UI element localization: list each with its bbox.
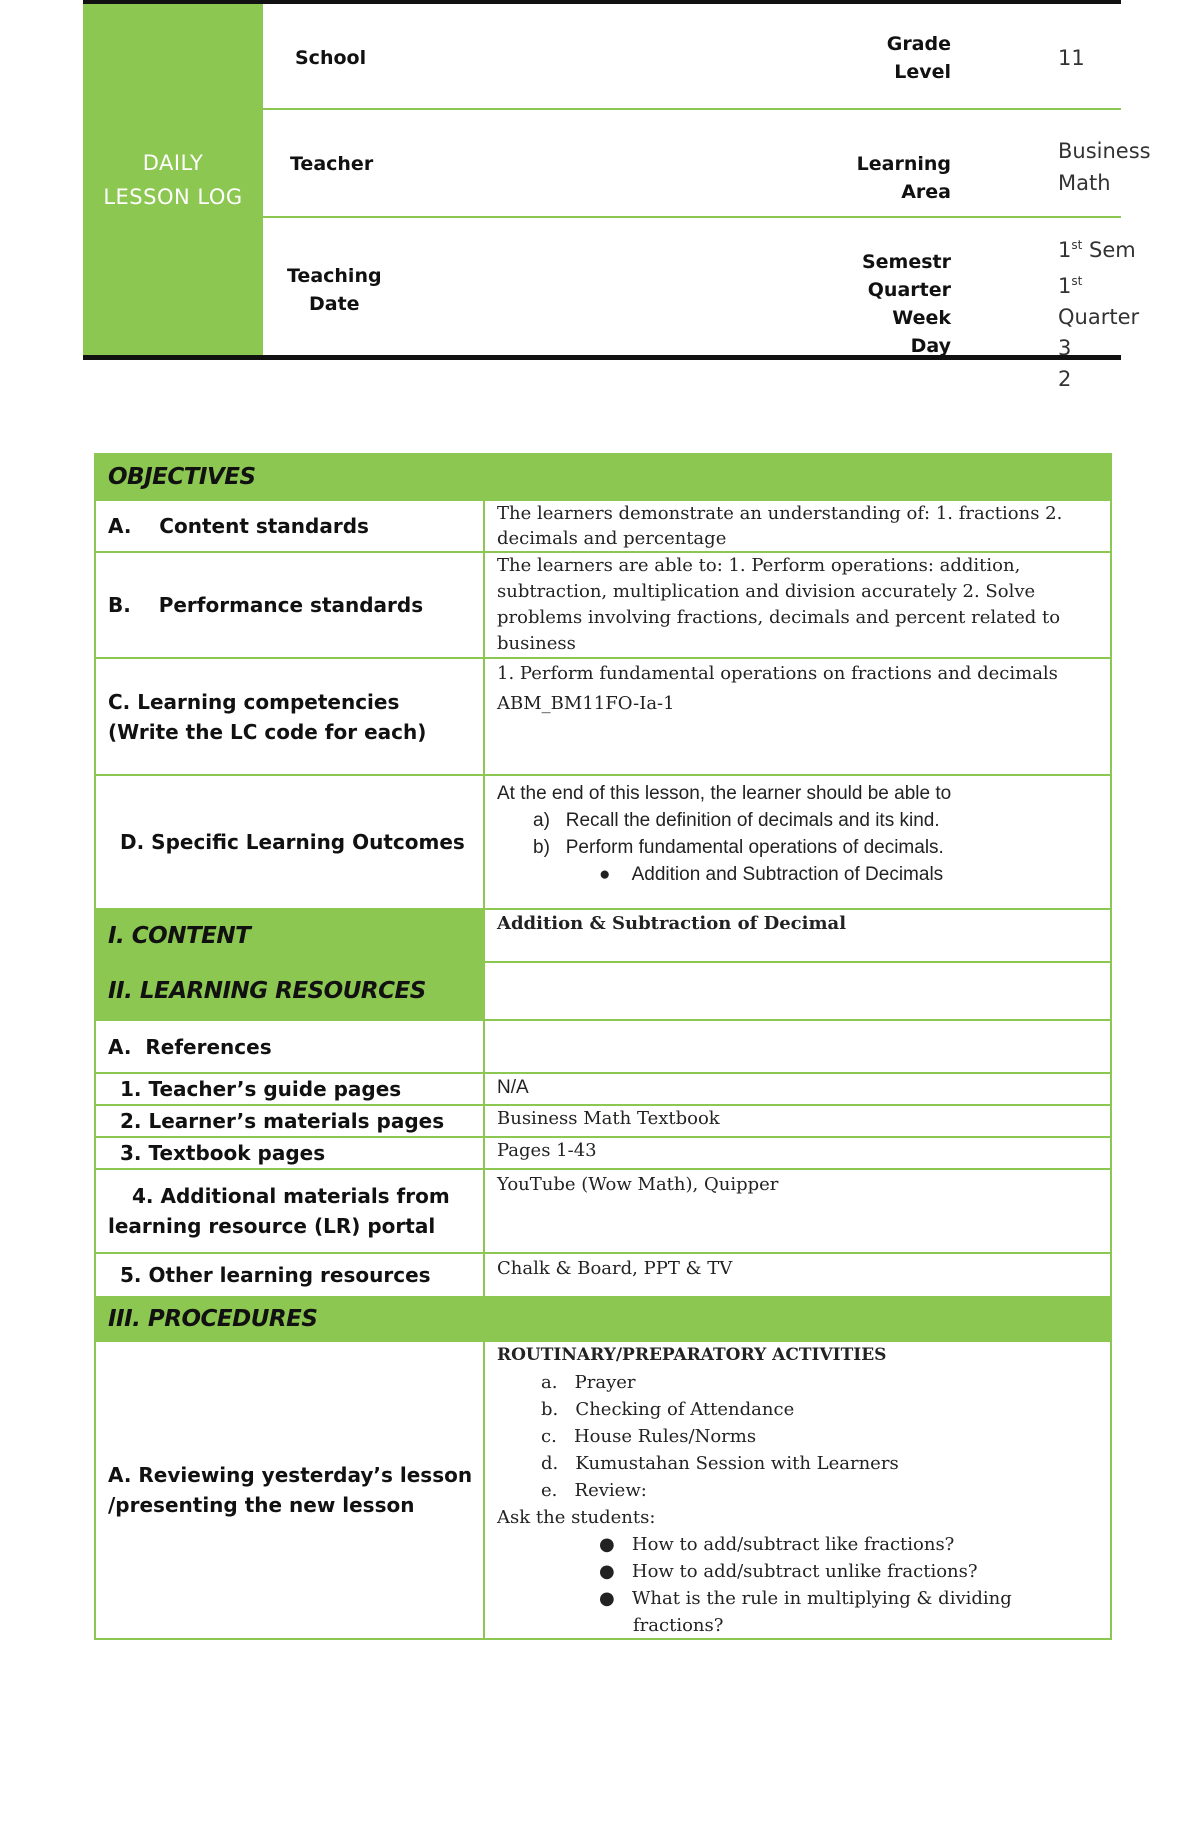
semester-word: Sem bbox=[1089, 238, 1136, 262]
bullet-icon: ● bbox=[599, 1561, 615, 1582]
routine-mark: c. bbox=[541, 1426, 557, 1447]
specific-outcomes-row bbox=[96, 774, 1110, 908]
outcome-item-a bbox=[497, 807, 1098, 834]
other-resources-label: 5. Other learning resources bbox=[96, 1254, 485, 1296]
outcome-a-mark: a) bbox=[533, 810, 550, 831]
procedures-heading: III. PROCEDURES bbox=[108, 1306, 318, 1332]
teachers-guide-value: N/A bbox=[497, 1077, 529, 1098]
textbook-pages-row bbox=[96, 1136, 1110, 1168]
teaching-date-line1: Teaching bbox=[287, 265, 382, 287]
header-row-school bbox=[263, 4, 1121, 110]
additional-materials-row bbox=[96, 1168, 1110, 1252]
reviewing-lesson-value bbox=[485, 1342, 1110, 1638]
question-item bbox=[599, 1531, 1098, 1558]
grade-label-line2: Level bbox=[894, 61, 951, 83]
routine-item bbox=[541, 1396, 1098, 1423]
routine-mark: b. bbox=[541, 1399, 559, 1420]
learning-competencies-row bbox=[96, 657, 1110, 774]
teacher-label: Teacher bbox=[290, 153, 374, 175]
ask-students: Ask the students: bbox=[497, 1507, 656, 1528]
additional-label-line1: 4. Additional materials from bbox=[132, 1184, 450, 1208]
reviewing-lesson-label bbox=[96, 1342, 485, 1638]
lesson-table bbox=[94, 453, 1112, 1640]
day-value: 2 bbox=[1058, 367, 1072, 391]
semester-num: 1 bbox=[1058, 238, 1072, 262]
semester-value bbox=[1058, 238, 1136, 262]
performance-standards-row bbox=[96, 551, 1110, 657]
content-heading: I. CONTENT bbox=[108, 922, 251, 949]
additional-materials-label bbox=[96, 1170, 485, 1252]
references-label: A. References bbox=[96, 1021, 485, 1072]
question-text: How to add/subtract unlike fractions? bbox=[631, 1561, 978, 1582]
reviewing-label-line2: /presenting the new lesson bbox=[108, 1493, 415, 1517]
quarter-sup: st bbox=[1071, 274, 1083, 288]
performance-standards-label: B. Performance standards bbox=[96, 553, 485, 657]
learning-competencies-value bbox=[485, 659, 1110, 774]
learning-area-value-line2: Math bbox=[1058, 171, 1111, 195]
reviewing-lesson-row bbox=[96, 1340, 1110, 1638]
lc-code: ABM_BM11FO-Ia-1 bbox=[497, 693, 675, 714]
content-standards-row bbox=[96, 499, 1110, 551]
routine-item bbox=[541, 1369, 1098, 1396]
content-row bbox=[96, 908, 1110, 961]
outcome-a-text: Recall the definition of decimals and its kind. bbox=[565, 810, 940, 831]
additional-label-line2: learning resource (LR) portal bbox=[108, 1214, 436, 1238]
quarter-word: Quarter bbox=[1058, 305, 1140, 329]
bullet-icon: ● bbox=[599, 864, 611, 885]
resources-heading: II. LEARNING RESOURCES bbox=[108, 978, 426, 1004]
routine-item bbox=[541, 1450, 1098, 1477]
outcome-bullet bbox=[497, 861, 1098, 888]
content-standards-value: The learners demonstrate an understanding of: 1. fractions 2. decimals and percentage bbox=[497, 503, 1063, 549]
references-row bbox=[96, 1019, 1110, 1072]
resources-heading-blank bbox=[485, 963, 1110, 1019]
question-text: How to add/subtract like fractions? bbox=[631, 1534, 955, 1555]
other-resources-value: Chalk & Board, PPT & TV bbox=[497, 1258, 733, 1279]
additional-materials-value: YouTube (Wow Math), Quipper bbox=[497, 1174, 779, 1195]
outcomes-intro: At the end of this lesson, the learner should be able to bbox=[497, 783, 952, 804]
routine-text: Prayer bbox=[574, 1372, 636, 1393]
banner-line-2: LESSON LOG bbox=[103, 184, 243, 209]
routine-title: ROUTINARY/PREPARATORY ACTIVITIES bbox=[497, 1345, 887, 1365]
content-value: Addition & Subtraction of Decimal bbox=[497, 913, 847, 934]
routine-mark: d. bbox=[541, 1453, 559, 1474]
textbook-pages-label: 3. Textbook pages bbox=[96, 1138, 485, 1168]
other-resources-row bbox=[96, 1252, 1110, 1296]
lesson-log-header bbox=[83, 0, 1151, 391]
routine-list bbox=[497, 1369, 1098, 1504]
banner-line-1: DAILY bbox=[142, 150, 204, 175]
learners-materials-row bbox=[96, 1104, 1110, 1136]
routine-item bbox=[541, 1477, 1098, 1504]
objectives-heading-blank bbox=[485, 455, 1110, 499]
teaching-date-line2: Date bbox=[309, 293, 360, 315]
grade-label-line1: Grade bbox=[886, 33, 951, 55]
daily-lesson-log-banner bbox=[83, 4, 263, 355]
objectives-heading: OBJECTIVES bbox=[108, 464, 256, 490]
learning-area-value-line1: Business bbox=[1058, 139, 1151, 163]
teachers-guide-row bbox=[96, 1072, 1110, 1104]
outcome-b-text: Perform fundamental operations of decimals. bbox=[565, 837, 944, 858]
week-value: 3 bbox=[1058, 336, 1072, 360]
question-text: What is the rule in multiplying & dividing fractions? bbox=[631, 1588, 1012, 1636]
quarter-label: Quarter bbox=[867, 279, 951, 301]
question-item bbox=[599, 1558, 1098, 1585]
routine-mark: a. bbox=[541, 1372, 558, 1393]
reviewing-label-line1: A. Reviewing yesterday’s lesson bbox=[108, 1463, 473, 1487]
lc-value-line1: 1. Perform fundamental operations on fractions and decimals bbox=[497, 663, 1058, 684]
lc-label-line1: C. Learning competencies bbox=[108, 689, 400, 714]
content-standards-label: A. Content standards bbox=[96, 501, 485, 551]
resources-heading-row bbox=[96, 961, 1110, 1019]
routine-text: House Rules/Norms bbox=[573, 1426, 757, 1447]
school-label: School bbox=[295, 47, 367, 69]
semestr-label: Semestr bbox=[861, 251, 951, 273]
semester-sup: st bbox=[1071, 238, 1083, 252]
quarter-num: 1 bbox=[1058, 274, 1072, 298]
content-heading-cell bbox=[96, 910, 485, 961]
schedule-values bbox=[1058, 230, 1139, 395]
grade-level-value: 11 bbox=[1058, 46, 1085, 70]
quarter-value bbox=[1058, 274, 1139, 329]
question-list bbox=[497, 1531, 1098, 1639]
week-label: Week bbox=[892, 307, 951, 329]
grade-level-label bbox=[887, 30, 951, 86]
day-label: Day bbox=[910, 335, 951, 357]
bullet-icon: ● bbox=[599, 1588, 615, 1609]
teachers-guide-label: 1. Teacher’s guide pages bbox=[96, 1074, 485, 1104]
schedule-labels bbox=[862, 248, 951, 360]
learning-area-label bbox=[857, 150, 951, 206]
routine-mark: e. bbox=[541, 1480, 558, 1501]
learning-area-line2: Area bbox=[901, 181, 951, 203]
learners-materials-label: 2. Learner’s materials pages bbox=[96, 1106, 485, 1136]
lc-label-line2: (Write the LC code for each) bbox=[108, 719, 427, 744]
outcome-item-b bbox=[497, 834, 1098, 861]
header-row-teacher bbox=[263, 110, 1151, 218]
learning-area-value bbox=[1058, 135, 1151, 199]
objectives-heading-cell bbox=[96, 455, 485, 499]
outcome-bullet-text: Addition and Subtraction of Decimals bbox=[631, 864, 944, 885]
procedures-heading-row bbox=[96, 1296, 1110, 1340]
bullet-icon: ● bbox=[599, 1534, 615, 1555]
routine-item bbox=[541, 1423, 1098, 1450]
learning-competencies-label bbox=[96, 659, 485, 774]
procedures-heading-cell bbox=[96, 1298, 1110, 1340]
objectives-heading-row bbox=[96, 455, 1110, 499]
resources-heading-cell bbox=[96, 963, 485, 1019]
learners-materials-value: Business Math Textbook bbox=[497, 1108, 720, 1129]
routine-text: Review: bbox=[574, 1480, 647, 1501]
references-blank bbox=[485, 1021, 1110, 1072]
outcome-b-mark: b) bbox=[533, 837, 550, 858]
learning-area-line1: Learning bbox=[856, 153, 951, 175]
routine-text: Kumustahan Session with Learners bbox=[575, 1453, 899, 1474]
header-row-teaching-date bbox=[263, 218, 1140, 391]
performance-standards-value: The learners are able to: 1. Perform operations: addition, subtraction, multiplication and division accurately 2. Solve problems involving fractions, decimals and percent related to business bbox=[497, 555, 1061, 654]
textbook-pages-value: Pages 1-43 bbox=[497, 1140, 597, 1161]
banner-title bbox=[103, 146, 242, 214]
routine-text: Checking of Attendance bbox=[575, 1399, 795, 1420]
specific-outcomes-value bbox=[485, 776, 1110, 908]
teaching-date-label bbox=[287, 262, 382, 318]
specific-outcomes-label: D. Specific Learning Outcomes bbox=[96, 776, 485, 908]
question-item bbox=[599, 1585, 1098, 1639]
